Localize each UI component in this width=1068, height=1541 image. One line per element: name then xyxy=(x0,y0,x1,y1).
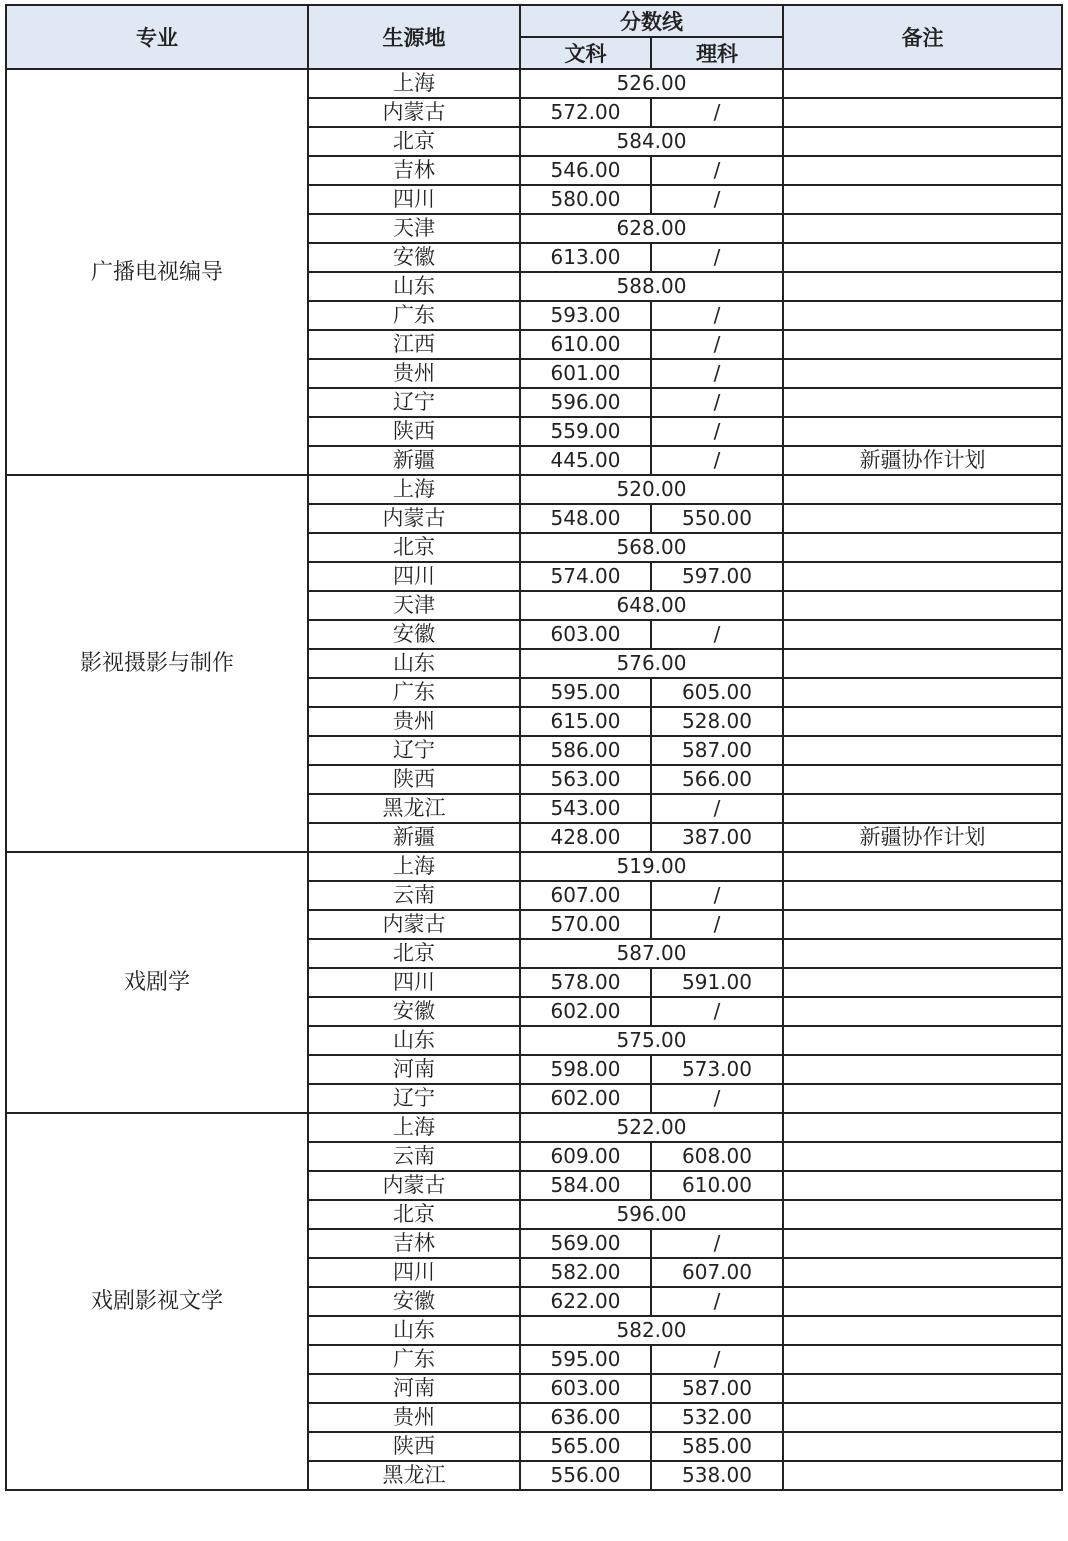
score-merged-cell: 575.00 xyxy=(520,1026,783,1055)
note-cell xyxy=(783,1113,1062,1142)
score-wen-cell: 602.00 xyxy=(520,1084,651,1113)
note-cell xyxy=(783,1142,1062,1171)
score-li-cell: / xyxy=(651,185,783,214)
region-cell: 河南 xyxy=(308,1055,520,1084)
region-cell: 辽宁 xyxy=(308,736,520,765)
score-li-cell: 610.00 xyxy=(651,1171,783,1200)
note-cell xyxy=(783,127,1062,156)
region-cell: 江西 xyxy=(308,330,520,359)
score-wen-cell: 596.00 xyxy=(520,388,651,417)
score-li-cell: 532.00 xyxy=(651,1403,783,1432)
score-li-cell: 538.00 xyxy=(651,1461,783,1490)
note-cell xyxy=(783,1200,1062,1229)
score-li-cell: / xyxy=(651,1287,783,1316)
region-cell: 广东 xyxy=(308,678,520,707)
note-cell xyxy=(783,1026,1062,1055)
note-cell xyxy=(783,185,1062,214)
region-cell: 上海 xyxy=(308,475,520,504)
note-cell xyxy=(783,765,1062,794)
region-cell: 山东 xyxy=(308,272,520,301)
region-cell: 北京 xyxy=(308,1200,520,1229)
table-row xyxy=(6,1113,1062,1142)
region-cell: 陕西 xyxy=(308,1432,520,1461)
note-cell xyxy=(783,359,1062,388)
note-cell xyxy=(783,504,1062,533)
region-cell: 贵州 xyxy=(308,359,520,388)
region-cell: 广东 xyxy=(308,301,520,330)
region-cell: 陕西 xyxy=(308,765,520,794)
note-cell xyxy=(783,475,1062,504)
score-li-cell: 528.00 xyxy=(651,707,783,736)
region-cell: 贵州 xyxy=(308,1403,520,1432)
region-cell: 上海 xyxy=(308,852,520,881)
header-major: 专业 xyxy=(6,5,308,69)
score-merged-cell: 526.00 xyxy=(520,69,783,98)
score-li-cell: / xyxy=(651,1084,783,1113)
major-cell: 影视摄影与制作 xyxy=(6,475,308,852)
score-li-cell: 387.00 xyxy=(651,823,783,852)
region-cell: 内蒙古 xyxy=(308,910,520,939)
region-cell: 黑龙江 xyxy=(308,794,520,823)
score-merged-cell: 582.00 xyxy=(520,1316,783,1345)
score-wen-cell: 569.00 xyxy=(520,1229,651,1258)
region-cell: 北京 xyxy=(308,127,520,156)
region-cell: 山东 xyxy=(308,649,520,678)
score-wen-cell: 572.00 xyxy=(520,98,651,127)
score-wen-cell: 622.00 xyxy=(520,1287,651,1316)
score-wen-cell: 595.00 xyxy=(520,1345,651,1374)
score-li-cell: / xyxy=(651,620,783,649)
region-cell: 黑龙江 xyxy=(308,1461,520,1490)
note-cell xyxy=(783,1403,1062,1432)
score-li-cell: 550.00 xyxy=(651,504,783,533)
note-cell xyxy=(783,1374,1062,1403)
region-cell: 内蒙古 xyxy=(308,98,520,127)
score-wen-cell: 584.00 xyxy=(520,1171,651,1200)
note-cell xyxy=(783,591,1062,620)
score-wen-cell: 615.00 xyxy=(520,707,651,736)
score-merged-cell: 587.00 xyxy=(520,939,783,968)
score-li-cell: 605.00 xyxy=(651,678,783,707)
region-cell: 四川 xyxy=(308,185,520,214)
note-cell xyxy=(783,156,1062,185)
note-cell xyxy=(783,1345,1062,1374)
note-cell xyxy=(783,1461,1062,1490)
score-wen-cell: 603.00 xyxy=(520,620,651,649)
header-note: 备注 xyxy=(783,5,1062,69)
note-cell xyxy=(783,910,1062,939)
region-cell: 内蒙古 xyxy=(308,1171,520,1200)
region-cell: 天津 xyxy=(308,214,520,243)
score-li-cell: 608.00 xyxy=(651,1142,783,1171)
region-cell: 陕西 xyxy=(308,417,520,446)
region-cell: 安徽 xyxy=(308,620,520,649)
region-cell: 吉林 xyxy=(308,1229,520,1258)
region-cell: 吉林 xyxy=(308,156,520,185)
score-wen-cell: 609.00 xyxy=(520,1142,651,1171)
score-wen-cell: 582.00 xyxy=(520,1258,651,1287)
score-wen-cell: 546.00 xyxy=(520,156,651,185)
region-cell: 上海 xyxy=(308,1113,520,1142)
note-cell xyxy=(783,939,1062,968)
note-cell xyxy=(783,1316,1062,1345)
note-cell xyxy=(783,301,1062,330)
score-li-cell: / xyxy=(651,997,783,1026)
score-li-cell: / xyxy=(651,156,783,185)
score-li-cell: 587.00 xyxy=(651,736,783,765)
score-wen-cell: 563.00 xyxy=(520,765,651,794)
score-li-cell: 573.00 xyxy=(651,1055,783,1084)
score-li-cell: / xyxy=(651,388,783,417)
score-li-cell: / xyxy=(651,301,783,330)
score-merged-cell: 584.00 xyxy=(520,127,783,156)
score-wen-cell: 636.00 xyxy=(520,1403,651,1432)
major-cell: 戏剧影视文学 xyxy=(6,1113,308,1490)
score-wen-cell: 610.00 xyxy=(520,330,651,359)
region-cell: 安徽 xyxy=(308,997,520,1026)
score-li-cell: / xyxy=(651,881,783,910)
score-wen-cell: 586.00 xyxy=(520,736,651,765)
note-cell xyxy=(783,649,1062,678)
score-wen-cell: 565.00 xyxy=(520,1432,651,1461)
header-region: 生源地 xyxy=(308,5,520,69)
note-cell xyxy=(783,1171,1062,1200)
region-cell: 安徽 xyxy=(308,243,520,272)
note-cell xyxy=(783,562,1062,591)
score-li-cell: 597.00 xyxy=(651,562,783,591)
major-cell: 戏剧学 xyxy=(6,852,308,1113)
region-cell: 贵州 xyxy=(308,707,520,736)
note-cell xyxy=(783,98,1062,127)
score-li-cell: / xyxy=(651,1345,783,1374)
note-cell xyxy=(783,1084,1062,1113)
score-wen-cell: 603.00 xyxy=(520,1374,651,1403)
score-wen-cell: 613.00 xyxy=(520,243,651,272)
score-wen-cell: 556.00 xyxy=(520,1461,651,1490)
major-cell: 广播电视编导 xyxy=(6,69,308,475)
score-wen-cell: 570.00 xyxy=(520,910,651,939)
region-cell: 辽宁 xyxy=(308,388,520,417)
score-li-cell: 585.00 xyxy=(651,1432,783,1461)
score-wen-cell: 445.00 xyxy=(520,446,651,475)
score-li-cell: / xyxy=(651,1229,783,1258)
score-wen-cell: 595.00 xyxy=(520,678,651,707)
note-cell xyxy=(783,1258,1062,1287)
region-cell: 云南 xyxy=(308,881,520,910)
region-cell: 新疆 xyxy=(308,446,520,475)
region-cell: 四川 xyxy=(308,562,520,591)
score-li-cell: / xyxy=(651,330,783,359)
region-cell: 北京 xyxy=(308,533,520,562)
region-cell: 山东 xyxy=(308,1316,520,1345)
score-li-cell: / xyxy=(651,446,783,475)
score-li-cell: 587.00 xyxy=(651,1374,783,1403)
region-cell: 广东 xyxy=(308,1345,520,1374)
region-cell: 天津 xyxy=(308,591,520,620)
note-cell xyxy=(783,330,1062,359)
region-cell: 辽宁 xyxy=(308,1084,520,1113)
table-row xyxy=(6,475,1062,504)
note-cell xyxy=(783,533,1062,562)
region-cell: 上海 xyxy=(308,69,520,98)
score-li-cell: 607.00 xyxy=(651,1258,783,1287)
score-merged-cell: 648.00 xyxy=(520,591,783,620)
header-row xyxy=(6,5,1062,37)
score-merged-cell: 588.00 xyxy=(520,272,783,301)
header-score-line: 分数线 xyxy=(520,5,783,37)
note-cell xyxy=(783,214,1062,243)
region-cell: 四川 xyxy=(308,968,520,997)
header-wen: 文科 xyxy=(520,37,651,69)
note-cell xyxy=(783,417,1062,446)
region-cell: 四川 xyxy=(308,1258,520,1287)
region-cell: 河南 xyxy=(308,1374,520,1403)
score-merged-cell: 520.00 xyxy=(520,475,783,504)
score-wen-cell: 607.00 xyxy=(520,881,651,910)
score-wen-cell: 574.00 xyxy=(520,562,651,591)
score-wen-cell: 559.00 xyxy=(520,417,651,446)
note-cell xyxy=(783,852,1062,881)
note-cell xyxy=(783,968,1062,997)
note-cell xyxy=(783,1229,1062,1258)
region-cell: 北京 xyxy=(308,939,520,968)
score-wen-cell: 601.00 xyxy=(520,359,651,388)
note-cell xyxy=(783,69,1062,98)
score-li-cell: 591.00 xyxy=(651,968,783,997)
score-wen-cell: 548.00 xyxy=(520,504,651,533)
score-wen-cell: 580.00 xyxy=(520,185,651,214)
note-cell xyxy=(783,1055,1062,1084)
note-cell xyxy=(783,243,1062,272)
table-body xyxy=(6,69,1062,1490)
note-cell xyxy=(783,272,1062,301)
note-cell xyxy=(783,1432,1062,1461)
score-wen-cell: 598.00 xyxy=(520,1055,651,1084)
score-li-cell: / xyxy=(651,794,783,823)
score-li-cell: / xyxy=(651,359,783,388)
score-li-cell: / xyxy=(651,417,783,446)
region-cell: 山东 xyxy=(308,1026,520,1055)
note-cell xyxy=(783,620,1062,649)
score-merged-cell: 519.00 xyxy=(520,852,783,881)
score-wen-cell: 593.00 xyxy=(520,301,651,330)
region-cell: 内蒙古 xyxy=(308,504,520,533)
note-cell xyxy=(783,736,1062,765)
region-cell: 新疆 xyxy=(308,823,520,852)
score-merged-cell: 522.00 xyxy=(520,1113,783,1142)
note-cell: 新疆协作计划 xyxy=(783,823,1062,852)
region-cell: 云南 xyxy=(308,1142,520,1171)
score-wen-cell: 428.00 xyxy=(520,823,651,852)
score-wen-cell: 602.00 xyxy=(520,997,651,1026)
score-li-cell: 566.00 xyxy=(651,765,783,794)
note-cell: 新疆协作计划 xyxy=(783,446,1062,475)
score-wen-cell: 543.00 xyxy=(520,794,651,823)
note-cell xyxy=(783,1287,1062,1316)
table-row xyxy=(6,69,1062,98)
note-cell xyxy=(783,678,1062,707)
region-cell: 安徽 xyxy=(308,1287,520,1316)
score-li-cell: / xyxy=(651,243,783,272)
score-li-cell: / xyxy=(651,910,783,939)
note-cell xyxy=(783,388,1062,417)
note-cell xyxy=(783,794,1062,823)
header-li: 理科 xyxy=(651,37,783,69)
score-merged-cell: 628.00 xyxy=(520,214,783,243)
score-wen-cell: 578.00 xyxy=(520,968,651,997)
score-merged-cell: 596.00 xyxy=(520,1200,783,1229)
score-merged-cell: 576.00 xyxy=(520,649,783,678)
admission-score-table xyxy=(5,4,1063,1491)
note-cell xyxy=(783,881,1062,910)
note-cell xyxy=(783,707,1062,736)
table-row xyxy=(6,852,1062,881)
score-li-cell: / xyxy=(651,98,783,127)
note-cell xyxy=(783,997,1062,1026)
score-merged-cell: 568.00 xyxy=(520,533,783,562)
